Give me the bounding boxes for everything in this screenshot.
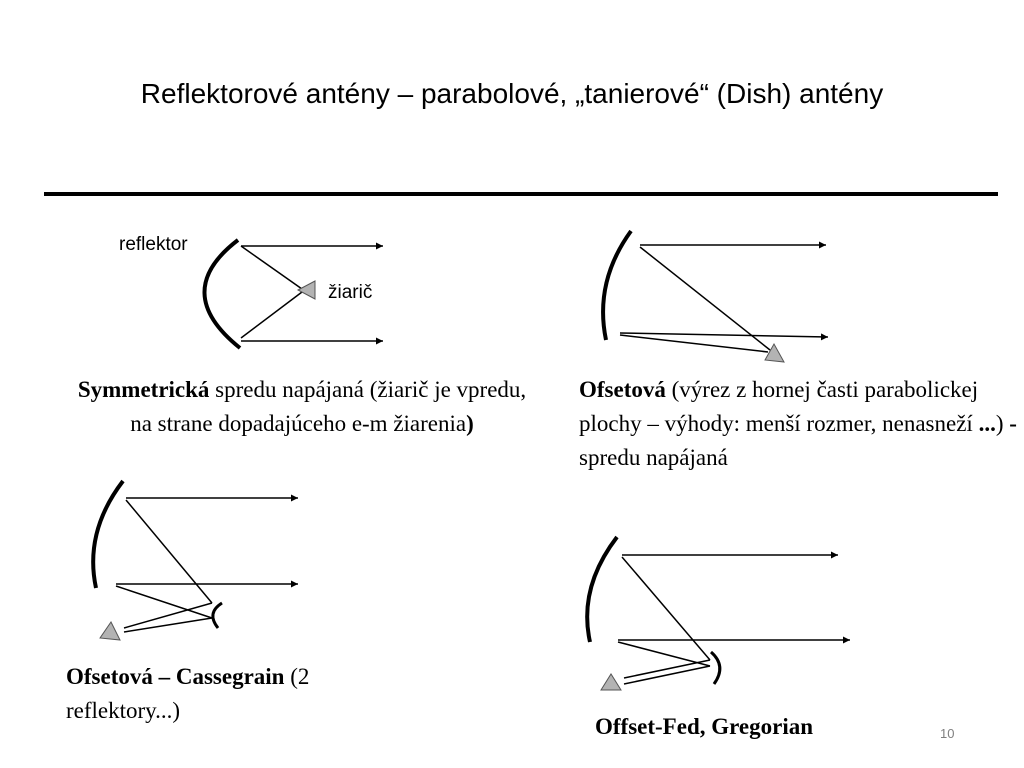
- offset-caption-bold: Ofsetová: [579, 377, 666, 402]
- offset-caption-text-2: ): [995, 411, 1010, 436]
- cassegrain-caption-bold: Ofsetová – Cassegrain: [66, 664, 285, 689]
- cassegrain-ray-1: [126, 500, 212, 603]
- offset-feed-triangle: [765, 344, 784, 362]
- cassegrain-caption-text: (2 reflektory...): [66, 664, 310, 723]
- offset-feed-ray-2: [620, 335, 768, 352]
- page-number: 10: [940, 726, 955, 741]
- gregorian-caption: [595, 710, 895, 744]
- offset-caption-ellipsis: ...: [978, 411, 996, 436]
- feed-ray-upper: [241, 246, 302, 289]
- symmetric-reflector: [204, 240, 240, 348]
- symmetric-caption-bold: Symmetrická: [77, 377, 210, 402]
- symmetric-antenna-diagram: [119, 234, 383, 348]
- offset-antenna-diagram: [603, 231, 828, 362]
- reflector-label: reflektor: [119, 234, 188, 255]
- cassegrain-caption: [66, 660, 386, 728]
- feed-ray-lower: [241, 292, 302, 338]
- gregorian-antenna-diagram: [587, 537, 850, 690]
- offset-reflector: [603, 231, 631, 340]
- symmetric-caption: [76, 373, 528, 441]
- cassegrain-subreflector: [213, 603, 222, 628]
- feed-triangle: [298, 281, 315, 299]
- cassegrain-feed-triangle: [100, 622, 120, 640]
- offset-caption: [579, 373, 1019, 475]
- gregorian-caption-bold: Offset-Fed, Gregorian: [595, 714, 814, 739]
- cassegrain-ray-2: [116, 586, 212, 618]
- offset-caption-text-1: (výrez z hornej časti parabolickej plochy – výhody: menší rozmer, nenasneží: [579, 377, 979, 436]
- gregorian-feed-triangle: [601, 674, 621, 690]
- feed-label: žiarič: [328, 282, 373, 303]
- gregorian-subreflector: [711, 652, 720, 684]
- cassegrain-antenna-diagram: [93, 481, 298, 640]
- offset-caption-dash: -: [1009, 411, 1017, 436]
- slide-title: Reflektorové antény – parabolové, „tanierové“ (Dish) antény: [140, 78, 884, 109]
- gregorian-ray-1: [622, 557, 710, 660]
- symmetric-caption-end: ): [466, 411, 474, 436]
- symmetric-caption-text: spredu napájaná (žiarič je vpredu, na strane dopadajúceho e-m žiarenia: [130, 377, 527, 436]
- cassegrain-main-reflector: [93, 481, 123, 588]
- gregorian-main-reflector: [587, 537, 617, 642]
- offset-caption-text-3: spredu napájaná: [579, 445, 728, 470]
- offset-beam-arrow-lower: [620, 333, 828, 337]
